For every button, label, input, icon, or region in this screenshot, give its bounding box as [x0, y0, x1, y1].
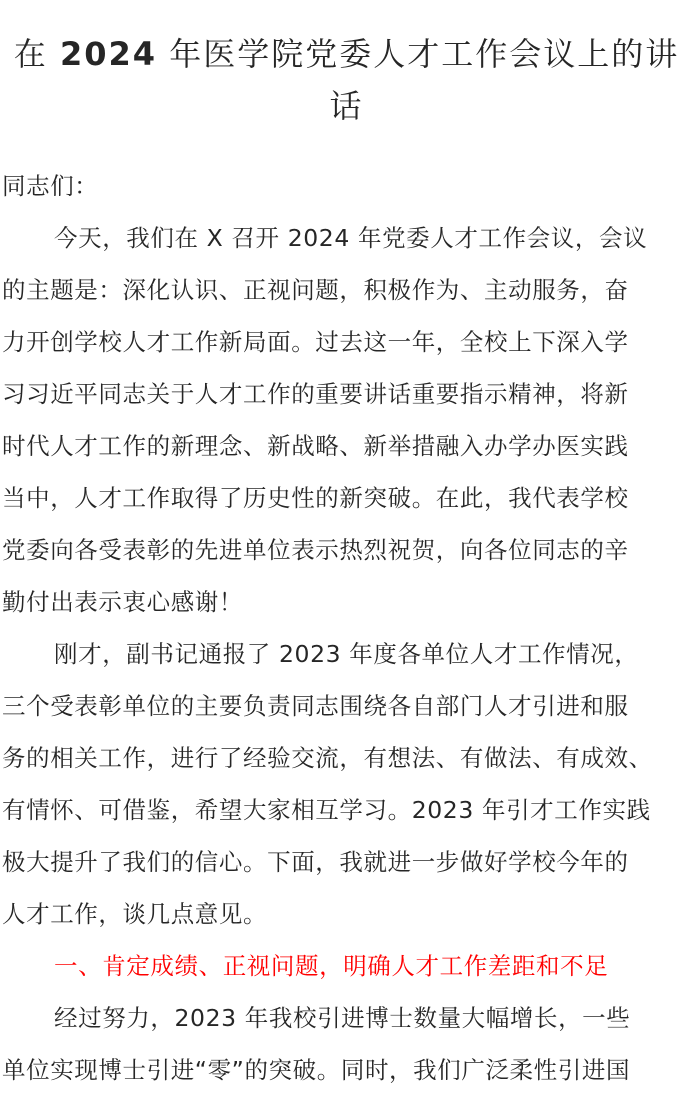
- paragraph-line: 当中，人才工作取得了历史性的新突破。在此，我代表学校: [2, 484, 629, 512]
- paragraph-line: 有情怀、可借鉴，希望大家相互学习。2023 年引才工作实践: [2, 796, 651, 824]
- paragraph-line: 人才工作，谈几点意见。: [2, 900, 268, 928]
- paragraph-line: 经过努力，2023 年我校引进博士数量大幅增长，一些: [54, 1004, 631, 1032]
- paragraph-line: 刚才，副书记通报了 2023 年度各单位人才工作情况，: [54, 640, 639, 668]
- title-year: 2024: [59, 35, 158, 73]
- salutation: 同志们：: [2, 172, 99, 200]
- title-prefix: 在: [13, 35, 60, 73]
- paragraph-line: 单位实现博士引进“零”的突破。同时，我们广泛柔性引进国: [2, 1056, 631, 1084]
- paragraph-2: [2, 628, 692, 940]
- document-body: [2, 160, 692, 1096]
- title-suffix: 年医学院党委人才工作会议上的讲: [157, 35, 680, 73]
- paragraph-line: 务的相关工作，进行了经验交流，有想法、有做法、有成效、: [2, 744, 653, 772]
- paragraph-line: 极大提升了我们的信心。下面，我就进一步做好学校今年的: [2, 848, 629, 876]
- paragraph-line: 党委向各受表彰的先进单位表示热烈祝贺，向各位同志的辛: [2, 536, 629, 564]
- paragraph-1: [2, 212, 692, 628]
- document-title: [0, 28, 693, 132]
- paragraph-line: 勤付出表示衷心感谢！: [2, 588, 243, 616]
- paragraph-line: 力开创学校人才工作新局面。过去这一年，全校上下深入学: [2, 328, 629, 356]
- paragraph-line: 的主题是：深化认识、正视问题，积极作为、主动服务，奋: [2, 276, 629, 304]
- paragraph-line: 今天，我们在 X 召开 2024 年党委人才工作会议，会议: [54, 224, 648, 252]
- paragraph-line: 三个受表彰单位的主要负责同志围绕各自部门人才引进和服: [2, 692, 629, 720]
- paragraph-line: 习习近平同志关于人才工作的重要讲话重要指示精神，将新: [2, 380, 629, 408]
- paragraph-3: [2, 992, 692, 1096]
- title-line-2: 话: [329, 87, 364, 125]
- section-heading: 一、肯定成绩、正视问题，明确人才工作差距和不足: [54, 952, 609, 980]
- paragraph-line: 时代人才工作的新理念、新战略、新举措融入办学办医实践: [2, 432, 629, 460]
